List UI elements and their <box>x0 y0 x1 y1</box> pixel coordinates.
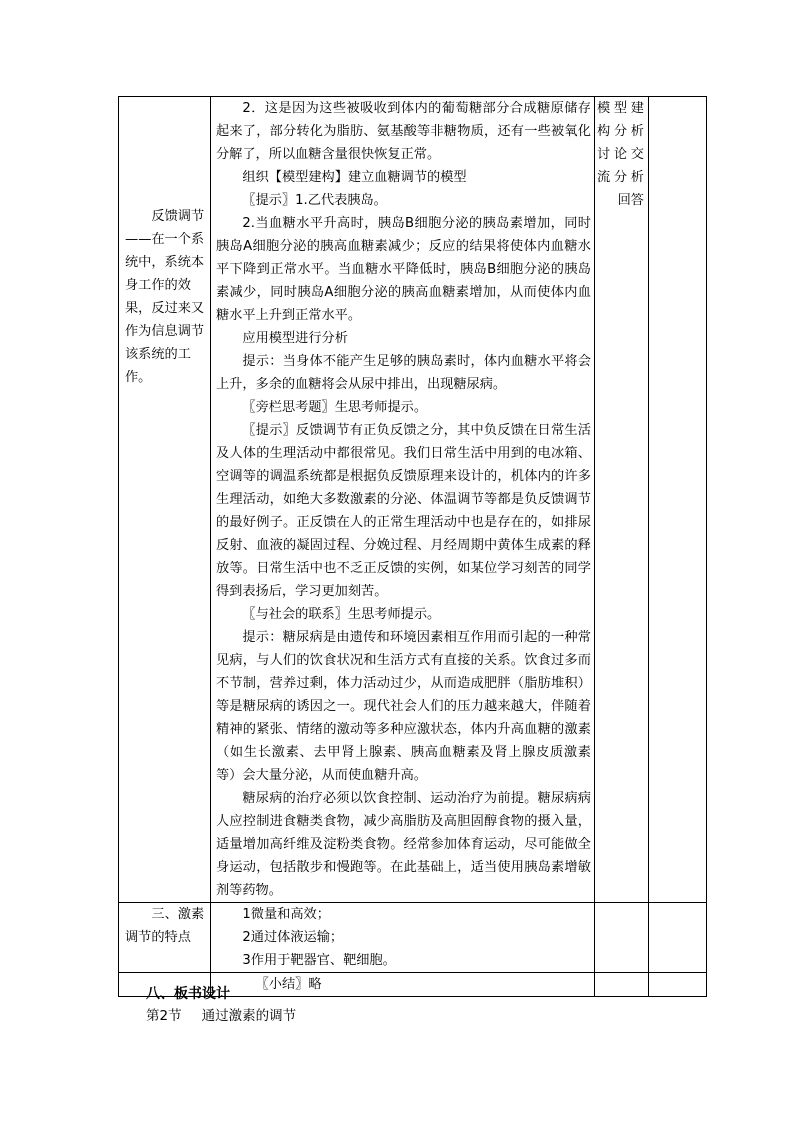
content-cell <box>211 903 595 973</box>
paragraph: 糖尿病的治疗必须以饮食控制、运动治疗为前提。糖尿病病人应控制进食糖类食物，减少高脂肪及高胆固醇食物的摄入量，适量增加高纤维及淀粉类食物。经常参加体育运动，尽可能做全身运动，包括散步和慢跑等。在此基础上，适当使用胰岛素增敏剂等药物。 <box>216 791 591 898</box>
paragraph: 组织【模型建构】建立血糖调节的模型 <box>242 170 467 185</box>
section-number: 第2节 <box>146 1008 182 1024</box>
method-text: 模型建构分析讨论交流分析回答 <box>597 101 644 208</box>
concept-text: 反馈调节——在一个系统中，系统本身工作的效果，反过来又作为信息调节该系统的工作。 <box>125 209 205 385</box>
concept-text: 三、激素调节的特点 <box>125 907 205 945</box>
paragraph: 〖与社会的联系〗生思考师提示。 <box>242 607 441 622</box>
empty-cell <box>595 903 649 973</box>
concept-cell <box>119 903 211 973</box>
empty-cell <box>649 903 707 973</box>
empty-cell <box>649 973 707 997</box>
paragraph: 〖提示〗反馈调节有正负反馈之分，其中负反馈在日常生活及人体的生理活动中都很常见。我们日常生活中用到的电冰箱、空调等的调温系统都是根据负反馈原理来设计的，机体内的许多生理活动，如绝大多数激素的分泌、体温调节等都是负反馈调节的最好例子。正反馈在人的正常生理活动中也是存在的，如排尿反射、血液的凝固过程、分娩过程、月经周期中黄体生成素的释放等。日常生活中也不乏正反馈的实例，如某位学习刻苦的同学得到表扬后，学习更加刻苦。 <box>216 423 591 599</box>
method-cell <box>595 97 649 903</box>
summary-text: 〖小结〗略 <box>255 977 322 992</box>
table-row <box>119 97 707 903</box>
lesson-table <box>118 96 707 997</box>
content-cell <box>211 973 595 997</box>
paragraph: 应用模型进行分析 <box>242 331 348 346</box>
list-item: 2通过体液运输； <box>242 930 344 945</box>
paragraph: 提示：糖尿病是由遗传和环境因素相互作用而引起的一种常见病，与人们的饮食状况和生活方式有直接的关系。饮食过多而不节制，营养过剩，体力活动过少，从而造成肥胖（脂肪堆积）等是糖尿病的诱因之一。现代社会人们的压力越来越大，伴随着精神的紧张、情绪的激动等多种应激状态，体内升高血糖的激素（如生长激素、去甲肾上腺素、胰高血糖素及肾上腺皮质激素等）会大量分泌，从而使血糖升高。 <box>216 630 591 783</box>
paragraph: 2．这是因为这些被吸收到体内的葡萄糖部分合成糖原储存起来了，部分转化为脂肪、氨基酸等非糖物质，还有一些被氧化分解了，所以血糖含量很快恢复正常。 <box>216 101 591 162</box>
section-line <box>146 1006 296 1026</box>
empty-cell <box>649 97 707 903</box>
section-title: 通过激素的调节 <box>201 1008 297 1024</box>
empty-cell <box>595 973 649 997</box>
paragraph: 提示：当身体不能产生足够的胰岛素时，体内血糖水平将会上升，多余的血糖将会从尿中排出，出现糖尿病。 <box>216 354 591 392</box>
list-item: 3作用于靶器官、靶细胞。 <box>242 953 396 968</box>
paragraph: 〖旁栏思考题〗生思考师提示。 <box>242 400 428 415</box>
table-row <box>119 903 707 973</box>
section-heading: 八、板书设计 <box>146 986 230 1002</box>
concept-cell <box>119 97 211 903</box>
content-cell <box>211 97 595 903</box>
list-item: 1微量和高效； <box>242 907 330 922</box>
paragraph: 2.当血糖水平升高时，胰岛B细胞分泌的胰岛素增加，同时胰岛A细胞分泌的胰高血糖素减少；反应的结果将使体内血糖水平下降到正常水平。当血糖水平降低时，胰岛B细胞分泌的胰岛素减少，同时胰岛A细胞分泌的胰高血糖素增加，从而使体内血糖水平上升到正常水平。 <box>216 216 591 323</box>
paragraph: 〖提示〗1.乙代表胰岛。 <box>242 193 387 208</box>
